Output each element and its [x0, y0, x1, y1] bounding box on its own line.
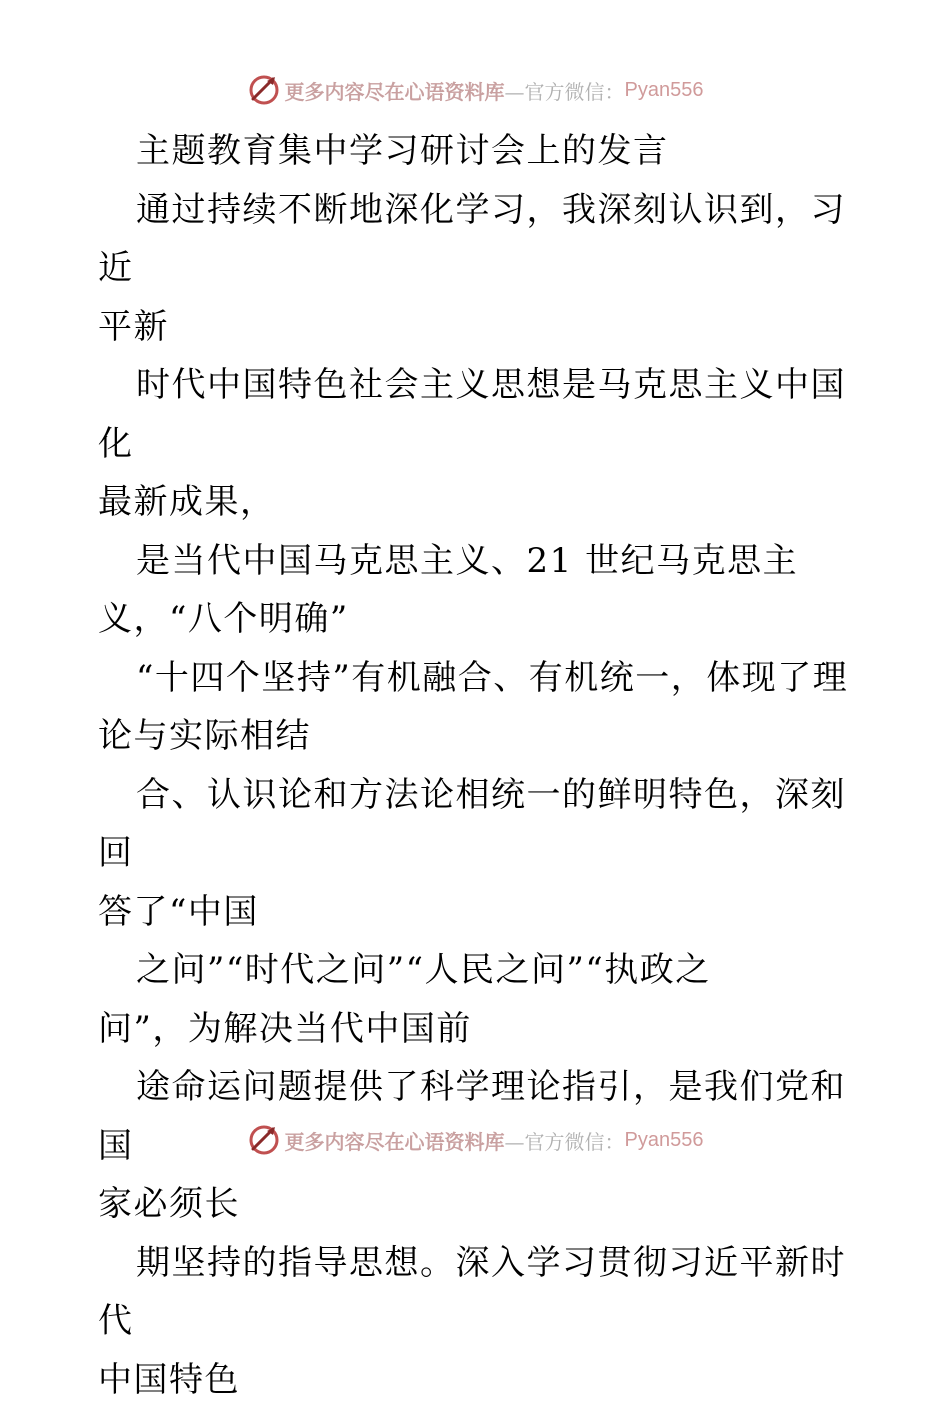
- paragraph-line: 时代中国特色社会主义思想是马克思主义中国化: [98, 356, 858, 473]
- paragraph-line: 问”，为解决当代中国前: [98, 1000, 858, 1059]
- document-title: 主题教育集中学习研讨会上的发言: [98, 122, 858, 181]
- paragraph-line: 最新成果，: [98, 473, 858, 532]
- paragraph-line: 义，“八个明确”: [98, 590, 858, 649]
- paragraph-line: 论与实际相结: [98, 707, 858, 766]
- header-watermark-main: 更多内容尽在心语资料库: [285, 76, 505, 105]
- paragraph-line: 途命运问题提供了科学理论指引，是我们党和国: [98, 1058, 858, 1175]
- header-watermark-id: Pyan556: [625, 79, 704, 102]
- paragraph-line: 通过持续不断地深化学习，我深刻认识到，习近: [98, 181, 858, 298]
- footer-watermark-id: Pyan556: [625, 1129, 704, 1152]
- header-watermark-sub: —官方微信：: [505, 76, 625, 105]
- brush-logo-icon: [247, 1123, 281, 1157]
- paragraph-line: 期坚持的指导思想。深入学习贯彻习近平新时代: [98, 1234, 858, 1351]
- paragraph-line: 平新: [98, 298, 858, 357]
- document-body: [98, 122, 858, 1409]
- paragraph-line: 合、认识论和方法论相统一的鲜明特色，深刻回: [98, 766, 858, 883]
- footer-watermark: [0, 1120, 950, 1160]
- paragraph-line: 之问”“时代之问”“人民之问”“执政之: [98, 941, 858, 1000]
- header-watermark: [0, 70, 950, 110]
- paragraph-line: 中国特色: [98, 1351, 858, 1409]
- paragraph-line: 家必须长: [98, 1175, 858, 1234]
- paragraph-line: “十四个坚持”有机融合、有机统一，体现了理: [98, 649, 858, 708]
- brush-logo-icon: [247, 73, 281, 107]
- footer-watermark-main: 更多内容尽在心语资料库: [285, 1126, 505, 1155]
- paragraph-line: 答了“中国: [98, 883, 858, 942]
- footer-watermark-sub: —官方微信：: [505, 1126, 625, 1155]
- paragraph-line: 是当代中国马克思主义、21 世纪马克思主: [98, 532, 858, 591]
